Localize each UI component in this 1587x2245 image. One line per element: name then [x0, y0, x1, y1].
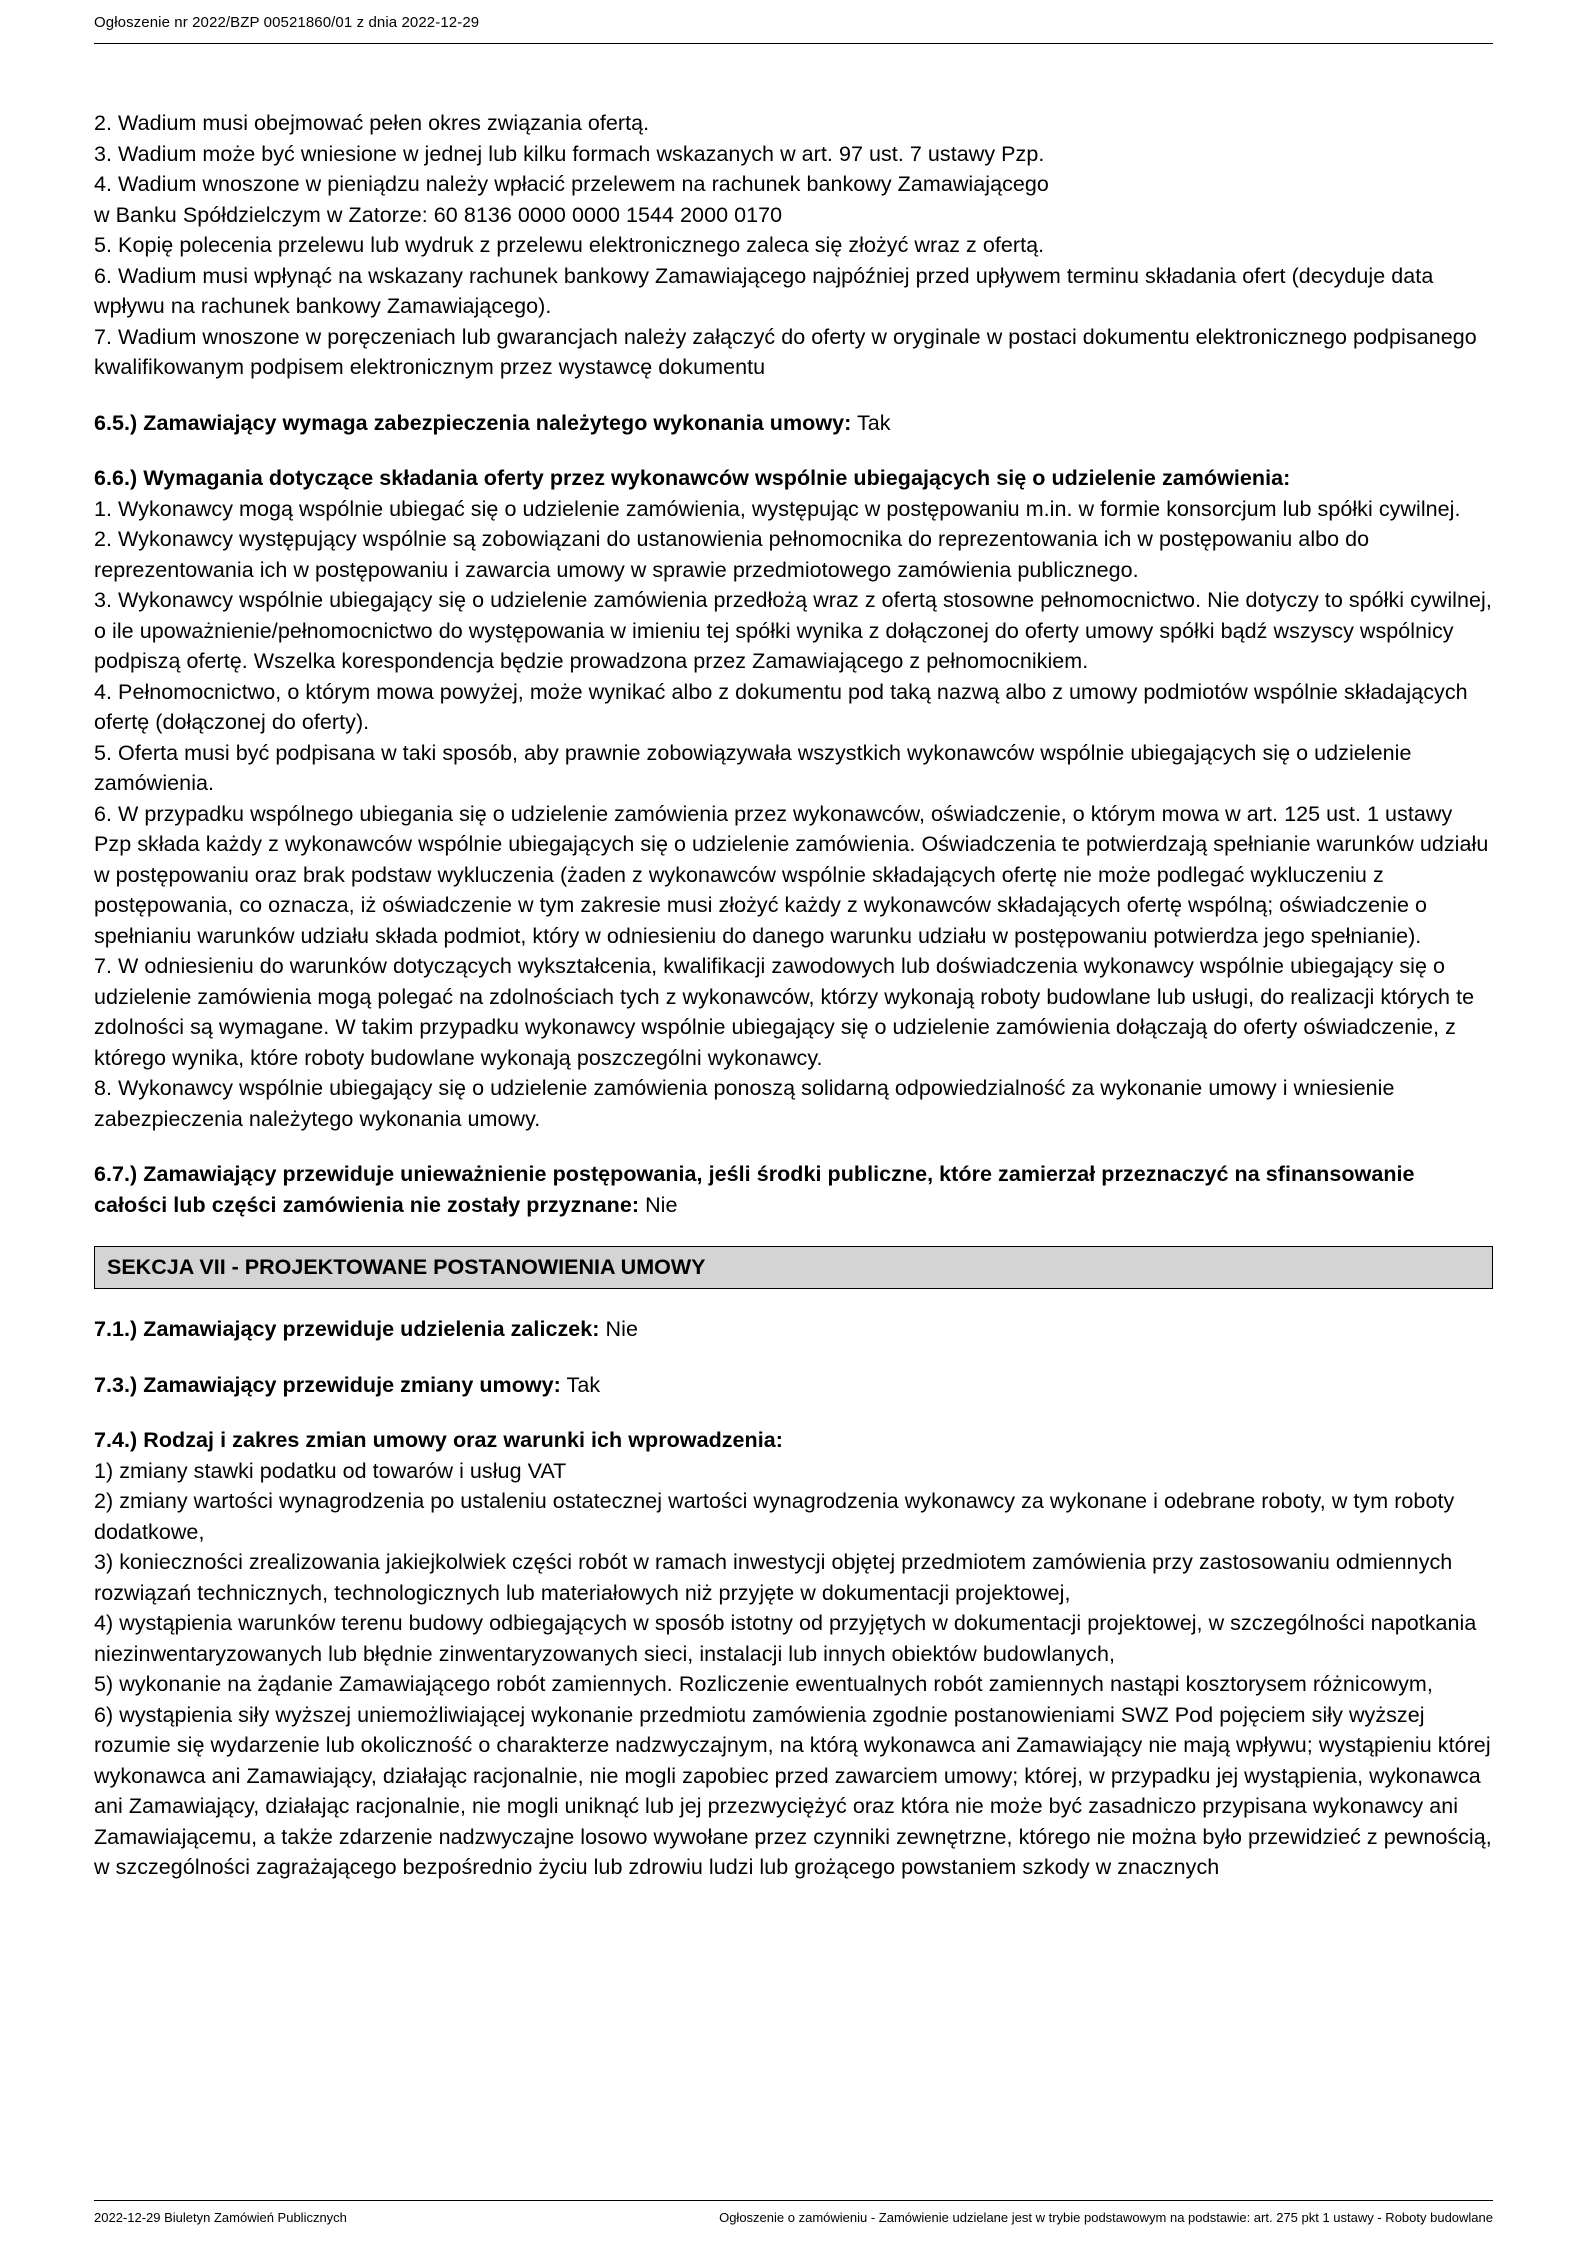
item-6-7 — [94, 1159, 1493, 1220]
paragraph: 4) wystąpienia warunków terenu budowy odbiegających w sposób istotny od przyjętych w dokumentacji projektowej, w szczególności napotkania niezinwentaryzowanych lub błędnie zinwentaryzowanych sieci, instalacji lub innych obiektów budowlanych, — [94, 1611, 1477, 1666]
paragraph: 3) konieczności zrealizowania jakiejkolwiek części robót w ramach inwestycji objętej przedmiotem zamówienia przy zastosowaniu odmiennych rozwiązań technicznych, technologicznych lub materiałowych niż przyjęte w dokumentacji projektowej, — [94, 1550, 1453, 1605]
item-7-4-paragraphs — [94, 1456, 1493, 1883]
paragraph: 6. W przypadku wspólnego ubiegania się o udzielenie zamówienia przez wykonawców, oświadczenie, o którym mowa w art. 125 ust. 1 ustawy Pzp składa każdy z wykonawców wspólnie ubiegających się o udzielenie zamówienia. Oświadczenia te potwierdzają spełnianie warunków udziału w postępowaniu oraz brak podstaw wykluczenia (żaden z wykonawców wspólnie składających ofertę nie może podlegać wykluczeniu z postępowania, co oznacza, iż oświadczenie w tym zakresie musi złożyć każdy z wykonawców składających ofertę wspólną; oświadczenie o spełnianiu warunków udziału składa podmiot, który w odniesieniu do danego warunku udziału w postępowaniu potwierdza jego spełnianie). — [94, 801, 1489, 948]
paragraph: 2. Wykonawcy występujący wspólnie są zobowiązani do ustanowienia pełnomocnika do reprezentowania ich w postępowaniu albo do reprezentowania ich w postępowaniu i zawarcia umowy w sprawie przedmiotowego zamówienia publicznego. — [94, 527, 1370, 582]
item-6-7-label: 6.7.) Zamawiający przewiduje unieważnienie postępowania, jeśli środki publiczne, które zamierzał przeznaczyć na sfinansowanie całości lub części zamówienia nie zostały przyznane: — [94, 1162, 1415, 1217]
item-6-6-label-row — [94, 463, 1493, 494]
paragraph: 7. Wadium wnoszone w poręczeniach lub gwarancjach należy załączyć do oferty w oryginale w postaci dokumentu elektronicznego podpisanego kwalifikowanym podpisem elektronicznym przez wystawcę dokumentu — [94, 324, 1477, 379]
item-6-6-paragraphs — [94, 494, 1493, 1135]
item-7-3-value: Tak — [566, 1372, 601, 1397]
paragraph: 1) zmiany stawki podatku od towarów i usług VAT — [94, 1458, 567, 1483]
item-7-1-value: Nie — [605, 1317, 638, 1341]
item-6-6-label: 6.6.) Wymagania dotyczące składania oferty przez wykonawców wspólnie ubiegających się o udzielenie zamówienia: — [94, 466, 1291, 490]
item-7-4-label-row — [94, 1425, 1493, 1456]
item-7-3 — [94, 1370, 1493, 1401]
item-7-3-label: 7.3.) Zamawiający przewiduje zmiany umowy: — [94, 1372, 561, 1397]
item-6-5-value: Tak — [856, 410, 891, 435]
wadium-paragraphs — [94, 108, 1493, 383]
paragraph: 3. Wadium może być wniesione w jednej lub kilku formach wskazanych w art. 97 ust. 7 ustawy Pzp. — [94, 141, 1045, 166]
item-7-1 — [94, 1314, 1493, 1345]
paragraph: 5. Kopię polecenia przelewu lub wydruk z przelewu elektronicznego zaleca się złożyć wraz z ofertą. — [94, 233, 1045, 257]
item-6-5-label: 6.5.) Zamawiający wymaga zabezpieczenia należytego wykonania umowy: — [94, 410, 852, 435]
paragraph: 8. Wykonawcy wspólnie ubiegający się o udzielenie zamówienia ponoszą solidarną odpowiedzialność za wykonanie umowy i wniesienie zabezpieczenia należytego wykonania umowy. — [94, 1076, 1395, 1131]
item-6-5 — [94, 408, 1493, 439]
item-7-1-label: 7.1.) Zamawiający przewiduje udzielenia zaliczek: — [94, 1317, 600, 1341]
paragraph: 5) wykonanie na żądanie Zamawiającego robót zamiennych. Rozliczenie ewentualnych robót zamiennych nastąpi kosztorysem różnicowym, — [94, 1672, 1433, 1696]
paragraph: w Banku Spółdzielczym w Zatorze: 60 8136 0000 0000 1544 2000 0170 — [94, 202, 783, 227]
paragraph: 3. Wykonawcy wspólnie ubiegający się o udzielenie zamówienia przedłożą wraz z ofertą stosowne pełnomocnictwo. Nie dotyczy to spółki cywilnej, o ile upoważnienie/pełnomocnictwo do występowania w imieniu tej spółki wynika z dołączonej do oferty umowy spółki bądź wszyscy wspólnicy podpiszą ofertę. Wszelka korespondencja będzie prowadzona przez Zamawiającego z pełnomocnikiem. — [94, 588, 1492, 673]
item-7-4-label: 7.4.) Rodzaj i zakres zmian umowy oraz warunki ich wprowadzenia: — [94, 1428, 783, 1452]
document-content — [94, 108, 1493, 1883]
paragraph: 4. Pełnomocnictwo, o którym mowa powyżej, może wynikać albo z dokumentu pod taką nazwą albo z umowy podmiotów wspólnie składających ofertę (dołączonej do oferty). — [94, 679, 1468, 734]
paragraph: 5. Oferta musi być podpisana w taki sposób, aby prawnie zobowiązywała wszystkich wykonawców wspólnie ubiegających się o udzielenie zamówienia. — [94, 740, 1412, 795]
paragraph: 1. Wykonawcy mogą wspólnie ubiegać się o udzielenie zamówienia, występując w postępowaniu m.in. w formie konsorcjum lub spółki cywilnej. — [94, 496, 1461, 521]
notice-number: Ogłoszenie nr 2022/BZP 00521860/01 z dnia 2022-12-29 — [94, 14, 480, 31]
footer-divider — [94, 2200, 1493, 2201]
paragraph: 4. Wadium wnoszone w pieniądzu należy wpłacić przelewem na rachunek bankowy Zamawiającego — [94, 172, 1049, 196]
page-header — [0, 0, 1587, 52]
paragraph: 2) zmiany wartości wynagrodzenia po ustaleniu ostatecznej wartości wynagrodzenia wykonawcy za wykonane i odebrane roboty, w tym roboty dodatkowe, — [94, 1489, 1455, 1544]
paragraph: 6) wystąpienia siły wyższej uniemożliwiającej wykonanie przedmiotu zamówienia zgodnie postanowieniami SWZ Pod pojęciem siły wyższej rozumie się wydarzenie lub okoliczność o charakterze nadzwyczajnym, na którą wykonawca ani Zamawiający nie mają wpływu; wystąpieniu której wykonawca ani Zamawiający, działając racjonalnie, nie mogli zapobiec przed zawarciem umowy; której, w przypadku jej wystąpienia, wykonawca ani Zamawiający, działając racjonalnie, nie mogli uniknąć lub jej przezwyciężyć oraz która nie może być zasadniczo przypisana wykonawcy ani Zamawiającemu, a także zdarzenie nadzwyczajne losowo wywołane przez czynniki zewnętrzne, którego nie można było przewidzieć z pewnością, w szczególności zagrażającego bezpośrednio życiu lub zdrowiu ludzi lub grożącego powstaniem szkody w znacznych — [94, 1702, 1492, 1879]
item-6-7-value: Nie — [645, 1192, 678, 1217]
footer-left-text: 2022-12-29 Biuletyn Zamówień Publicznych — [94, 2210, 347, 2225]
paragraph: 7. W odniesieniu do warunków dotyczących wykształcenia, kwalifikacji zawodowych lub doświadczenia wykonawcy wspólnie ubiegający się o udzielenie zamówienia mogą polegać na zdolnościach tych z wykonawców, którzy wykonają roboty budowlane lub usługi, do realizacji których te zdolności są wymagane. W takim przypadku wykonawcy wspólnie ubiegający się o udzielenie zamówienia dołączają do oferty oświadczenie, z którego wynika, które roboty budowlane wykonają poszczególni wykonawcy. — [94, 954, 1475, 1070]
footer-right-text: Ogłoszenie o zamówieniu - Zamówienie udzielane jest w trybie podstawowym na podstawie: art. 275 pkt 1 ustawy - Roboty budowlane — [719, 2210, 1493, 2225]
paragraph: 6. Wadium musi wpłynąć na wskazany rachunek bankowy Zamawiającego najpóźniej przed upływem terminu składania ofert (decyduje data wpływu na rachunek bankowy Zamawiającego). — [94, 263, 1434, 318]
section-vii-header: SEKCJA VII - PROJEKTOWANE POSTANOWIENIA UMOWY — [94, 1246, 1493, 1289]
paragraph: 2. Wadium musi obejmować pełen okres związania ofertą. — [94, 111, 650, 135]
header-divider — [94, 43, 1493, 44]
